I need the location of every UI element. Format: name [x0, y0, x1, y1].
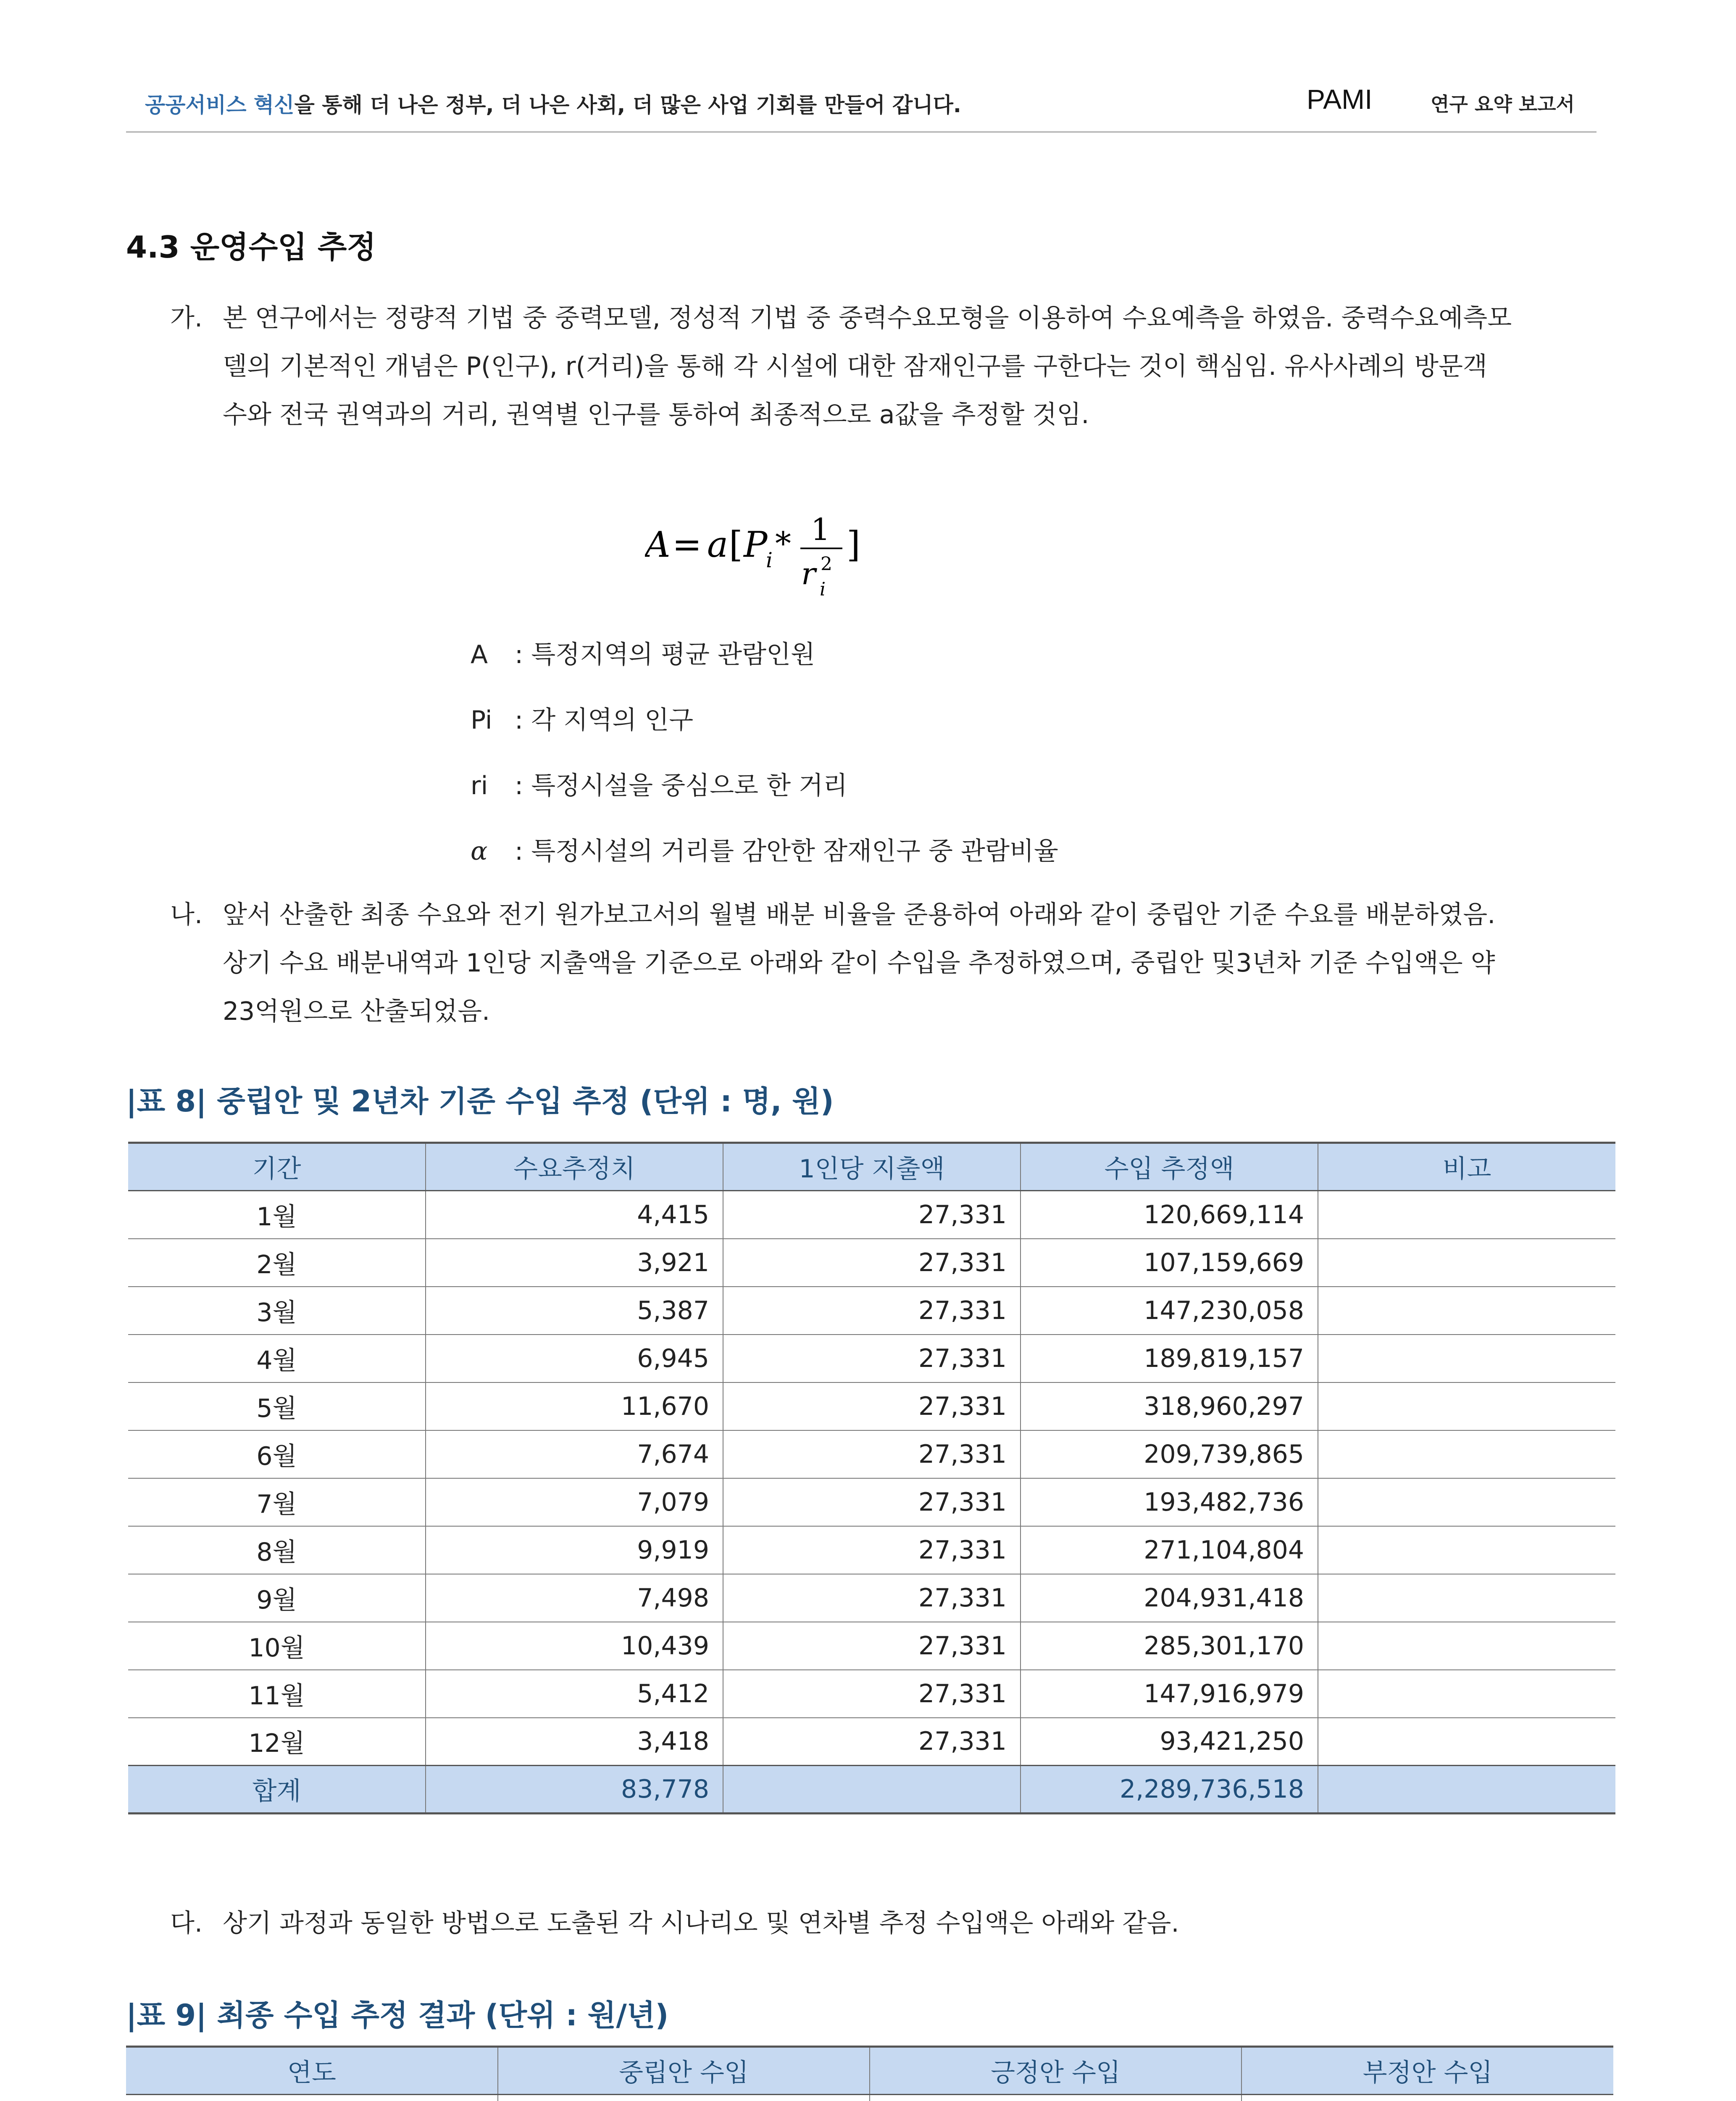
- table-cell: 27,331: [723, 1718, 1021, 1766]
- table-cell: 107,159,669: [1021, 1239, 1318, 1287]
- table-row: [128, 1335, 1615, 1382]
- column-header: 긍정안 수입: [870, 2047, 1242, 2095]
- table-cell: 93,421,250: [1021, 1718, 1318, 1766]
- table-cell: [1318, 1526, 1615, 1574]
- table-cell: 120,669,114: [1021, 1191, 1318, 1239]
- table-cell: 5,387: [426, 1287, 723, 1335]
- paragraph-marker: 다.: [170, 1909, 203, 1938]
- table-row: [128, 1191, 1615, 1239]
- column-header: 중립안 수입: [498, 2047, 870, 2095]
- table-cell: 27,331: [723, 1287, 1021, 1335]
- table-cell: 10월: [128, 1622, 426, 1670]
- paragraph-line: 수와 전국 권역과의 거리, 권역별 인구를 통하여 최종적으로 a값을 추정할 것임.: [223, 400, 1089, 429]
- header-tagline-highlight: 공공서비스 혁신: [145, 93, 295, 117]
- table-cell: 147,916,979: [1021, 1670, 1318, 1718]
- table-total-row: [128, 1766, 1615, 1814]
- table-row: [128, 1574, 1615, 1622]
- table-cell: [1318, 1622, 1615, 1670]
- table-cell: 12월: [128, 1718, 426, 1766]
- table-cell: [1318, 1382, 1615, 1430]
- formula-numerator: 1: [811, 512, 830, 547]
- column-header: 수요추정치: [426, 1143, 723, 1191]
- column-header: 기간: [128, 1143, 426, 1191]
- table-cell: 2,289,736,518: [1021, 1766, 1318, 1814]
- formula-p-subscript: i: [766, 548, 773, 572]
- formula-star: *: [775, 525, 791, 562]
- table-cell: [1318, 1239, 1615, 1287]
- table-row: [128, 1287, 1615, 1335]
- definition-ri: [471, 766, 847, 802]
- table-cell: 27,331: [723, 1430, 1021, 1478]
- table-cell: [498, 2095, 870, 2101]
- definition-symbol: Pi: [471, 706, 492, 735]
- gravity-formula: [645, 498, 897, 607]
- table-cell: 271,104,804: [1021, 1526, 1318, 1574]
- definition-symbol: ri: [471, 771, 488, 800]
- paragraph-da: [170, 1899, 1628, 1950]
- table-cell: 189,819,157: [1021, 1335, 1318, 1382]
- table-cell: [1318, 1670, 1615, 1718]
- table-cell: 5월: [128, 1382, 426, 1430]
- table-cell: 27,331: [723, 1526, 1021, 1574]
- table-cell: [723, 1766, 1021, 1814]
- table-cell: [1318, 1430, 1615, 1478]
- table-header-row: [126, 2047, 1613, 2095]
- table-cell: 3,921: [426, 1239, 723, 1287]
- definition-alpha: [471, 831, 1058, 867]
- table9-caption: |표 9| 최종 수입 추정 결과 (단위 : 원/년): [126, 1998, 669, 2033]
- table-cell: 27,331: [723, 1335, 1021, 1382]
- table-cell: [1242, 2095, 1613, 2101]
- table-cell: 7,079: [426, 1478, 723, 1526]
- table-row: [128, 1478, 1615, 1526]
- table-cell: 27,331: [723, 1382, 1021, 1430]
- formula-left-bracket: [: [729, 524, 743, 565]
- table-cell: 7월: [128, 1478, 426, 1526]
- table-cell: 3,418: [426, 1718, 723, 1766]
- table-cell: 285,301,170: [1021, 1622, 1318, 1670]
- formula-equals: =: [672, 524, 702, 565]
- paragraph-line: 델의 기본적인 개념은 P(인구), r(거리)을 통해 각 시설에 대한 잠재인구를 구한다는 것이 핵심임. 유사사례의 방문객: [223, 352, 1487, 381]
- table-cell: 7,498: [426, 1574, 723, 1622]
- table-cell: 318,960,297: [1021, 1382, 1318, 1430]
- table-row: [128, 1430, 1615, 1478]
- table-cell: 193,482,736: [1021, 1478, 1318, 1526]
- paragraph-line: 23억원으로 산출되었음.: [223, 997, 490, 1026]
- table-cell: 204,931,418: [1021, 1574, 1318, 1622]
- header-tagline-rest: 을 통해 더 나은 정부, 더 나은 사회, 더 많은 사업 기회를 만들어 갑니다.: [294, 93, 961, 117]
- paragraph-line: 본 연구에서는 정량적 기법 중 중력모델, 정성적 기법 중 중력수요모형을 이용하여 수요예측을 하였음. 중력수요예측모: [223, 303, 1512, 333]
- header-brand: PAMI: [1307, 84, 1373, 115]
- table-cell: [1318, 1287, 1615, 1335]
- header-report-type: 연구 요약 보고서: [1431, 93, 1575, 116]
- paragraph-marker: 나.: [170, 900, 203, 929]
- paragraph-na: [170, 891, 1628, 1042]
- table-cell: 2월: [128, 1239, 426, 1287]
- table-cell: 6월: [128, 1430, 426, 1478]
- table-cell: [1318, 1335, 1615, 1382]
- formula-denominator-superscript: 2: [821, 553, 832, 575]
- paragraph-line: 상기 수요 배분내역과 1인당 지출액을 기준으로 아래와 같이 수입을 추정하였으며, 중립안 및3년차 기준 수입액은 약: [223, 948, 1495, 978]
- definition-text: : 특정시설의 거리를 감안한 잠재인구 중 관람비율: [515, 837, 1058, 866]
- table-cell: 27,331: [723, 1574, 1021, 1622]
- table-cell: 27,331: [723, 1622, 1021, 1670]
- column-header: 부정안 수입: [1242, 2047, 1613, 2095]
- header-divider: [126, 131, 1597, 133]
- table-cell: 1월: [128, 1191, 426, 1239]
- paragraph-ga: [170, 294, 1628, 445]
- table8-caption: |표 8| 중립안 및 2년차 기준 수입 추정 (단위 : 명, 원): [126, 1084, 834, 1119]
- table-cell: 3월: [128, 1287, 426, 1335]
- table-cell: [870, 2095, 1242, 2101]
- section-title: 4.3 운영수입 추정: [126, 229, 376, 265]
- table-cell: 9월: [128, 1574, 426, 1622]
- table-row: [128, 1718, 1615, 1766]
- formula-denominator-subscript: i: [820, 579, 826, 600]
- table-cell: [126, 2095, 498, 2101]
- revenue-table-monthly: [128, 1142, 1615, 1814]
- formula-denominator-r: r: [801, 556, 816, 591]
- revenue-table-scenarios: [126, 2046, 1613, 2101]
- paragraph-line: 상기 과정과 동일한 방법으로 도출된 각 시나리오 및 연차별 추정 수입액은 아래와 같음.: [223, 1909, 1179, 1938]
- table-cell: 83,778: [426, 1766, 723, 1814]
- table-row: [128, 1382, 1615, 1430]
- paragraph-marker: 가.: [170, 303, 203, 333]
- table-cell: 7,674: [426, 1430, 723, 1478]
- definition-pi: [471, 700, 693, 736]
- table-cell: 합계: [128, 1766, 426, 1814]
- formula-right-bracket: ]: [847, 524, 860, 565]
- table-cell: 147,230,058: [1021, 1287, 1318, 1335]
- table-row: [128, 1239, 1615, 1287]
- table-cell: 10,439: [426, 1622, 723, 1670]
- definition-text: : 특정지역의 평균 관람인원: [515, 640, 815, 669]
- table-row: [128, 1622, 1615, 1670]
- table-cell: 27,331: [723, 1670, 1021, 1718]
- paragraph-line: 앞서 산출한 최종 수요와 전기 원가보고서의 월별 배분 비율을 준용하여 아래와 같이 중립안 기준 수요를 배분하였음.: [223, 900, 1496, 929]
- definition-a: [471, 635, 815, 671]
- definition-symbol: α: [471, 837, 488, 866]
- definition-text: : 각 지역의 인구: [515, 706, 694, 735]
- table-row: [128, 1670, 1615, 1718]
- table-cell: 5,412: [426, 1670, 723, 1718]
- table-cell: 27,331: [723, 1239, 1021, 1287]
- table-cell: 6,945: [426, 1335, 723, 1382]
- column-header: 1인당 지출액: [723, 1143, 1021, 1191]
- formula-lhs: A: [645, 524, 671, 565]
- table-header-row: [128, 1143, 1615, 1191]
- table-cell: 4월: [128, 1335, 426, 1382]
- table-cell: [1318, 1574, 1615, 1622]
- table-cell: 11월: [128, 1670, 426, 1718]
- table-cell: [1318, 1718, 1615, 1766]
- table-row: [128, 1526, 1615, 1574]
- formula-coefficient: a: [707, 524, 729, 565]
- table-cell: 27,331: [723, 1191, 1021, 1239]
- header-tagline: [145, 88, 961, 118]
- table-cell: 209,739,865: [1021, 1430, 1318, 1478]
- table-cell: 8월: [128, 1526, 426, 1574]
- table-cell: [1318, 1191, 1615, 1239]
- table-cell: 9,919: [426, 1526, 723, 1574]
- column-header: 연도: [126, 2047, 498, 2095]
- definition-symbol: A: [471, 640, 488, 669]
- table-cell: 4,415: [426, 1191, 723, 1239]
- table-cell: [1318, 1478, 1615, 1526]
- column-header: 수입 추정액: [1021, 1143, 1318, 1191]
- column-header: 비고: [1318, 1143, 1615, 1191]
- table-cell: 27,331: [723, 1478, 1021, 1526]
- table-row: [126, 2095, 1613, 2101]
- table-cell: [1318, 1766, 1615, 1814]
- formula-p: P: [744, 524, 768, 565]
- table-cell: 11,670: [426, 1382, 723, 1430]
- definition-text: : 특정시설을 중심으로 한 거리: [515, 771, 848, 800]
